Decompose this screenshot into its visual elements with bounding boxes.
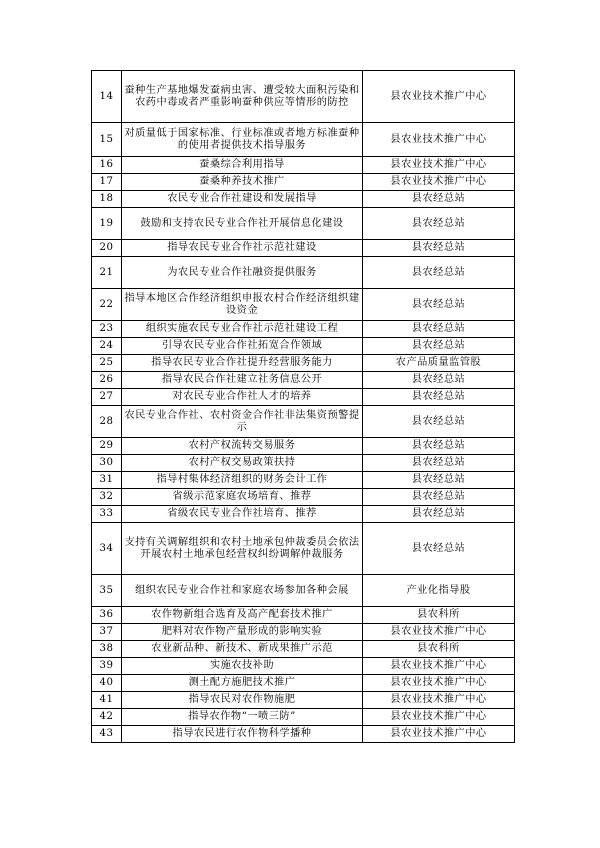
responsible-department: 县农经总站 [363,372,515,389]
responsible-department: 县农业技术推广中心 [363,624,515,641]
service-item: 指导农民专业合作社提升经营服务能力 [122,355,363,372]
table-row [92,641,515,658]
table-row [92,257,515,289]
service-item: 指导农民合作社建立社务信息公开 [122,372,363,389]
table-row [92,624,515,641]
table-row [92,338,515,355]
table-row [92,355,515,372]
row-number: 15 [92,123,122,157]
table-row [92,506,515,523]
row-number: 32 [92,489,122,506]
row-number: 41 [92,692,122,709]
responsible-department: 县农科所 [363,607,515,624]
row-number: 36 [92,607,122,624]
service-item: 支持有关调解组织和农村土地承包仲裁委员会依法开展农村土地承包经营权纠纷调解仲裁服务 [122,523,363,575]
row-number: 37 [92,624,122,641]
service-item: 鼓励和支持农民专业合作社开展信息化建设 [122,208,363,240]
table-row [92,389,515,406]
table-row [92,709,515,726]
service-item: 指导农民进行农作物科学播种 [122,726,363,743]
service-item: 为农民专业合作社融资提供服务 [122,257,363,289]
table-row [92,472,515,489]
row-number: 18 [92,191,122,208]
responsible-department: 县农经总站 [363,389,515,406]
responsible-department: 产业化指导股 [363,575,515,607]
table-row [92,71,515,123]
table-row [92,208,515,240]
responsible-department: 县农经总站 [363,191,515,208]
row-number: 35 [92,575,122,607]
row-number: 28 [92,406,122,438]
responsible-department: 县农经总站 [363,406,515,438]
service-item: 指导农作物“一喷三防” [122,709,363,726]
service-item: 指导农民对农作物施肥 [122,692,363,709]
service-item: 蚕种生产基地爆发蚕病虫害、遭受较大面积污染和农药中毒或者严重影响蚕种供应等情形的防控 [122,71,363,123]
row-number: 39 [92,658,122,675]
table-row [92,191,515,208]
service-item: 测土配方施肥技术推广 [122,675,363,692]
service-item: 实施农技补助 [122,658,363,675]
service-item: 引导农民专业合作社拓宽合作领域 [122,338,363,355]
service-table [91,70,515,743]
responsible-department: 县农经总站 [363,321,515,338]
row-number: 14 [92,71,122,123]
row-number: 17 [92,174,122,191]
row-number: 43 [92,726,122,743]
service-item: 指导农民专业合作社示范社建设 [122,240,363,257]
row-number: 20 [92,240,122,257]
service-item: 对质量低于国家标准、行业标准或者地方标准蚕种的使用者提供技术指导服务 [122,123,363,157]
responsible-department: 县农业技术推广中心 [363,123,515,157]
row-number: 24 [92,338,122,355]
row-number: 22 [92,289,122,321]
table-row [92,575,515,607]
row-number: 23 [92,321,122,338]
service-item: 农民专业合作社、农村资金合作社非法集资预警提示 [122,406,363,438]
responsible-department: 县农科所 [363,641,515,658]
table-body [92,71,515,743]
table-row [92,123,515,157]
responsible-department: 农产品质量监管股 [363,355,515,372]
responsible-department: 县农经总站 [363,289,515,321]
responsible-department: 县农经总站 [363,489,515,506]
table-row [92,174,515,191]
table-row [92,406,515,438]
responsible-department: 县农经总站 [363,208,515,240]
service-item: 指导村集体经济组织的财务会计工作 [122,472,363,489]
service-item: 指导本地区合作经济组织申报农村合作经济组织建设资金 [122,289,363,321]
responsible-department: 县农业技术推广中心 [363,174,515,191]
service-item: 农作物新组合选育及高产配套技术推广 [122,607,363,624]
service-item: 农民专业合作社建设和发展指导 [122,191,363,208]
table-row [92,157,515,174]
row-number: 27 [92,389,122,406]
table-row [92,675,515,692]
table-row [92,607,515,624]
row-number: 30 [92,455,122,472]
row-number: 40 [92,675,122,692]
responsible-department: 县农业技术推广中心 [363,709,515,726]
responsible-department: 县农业技术推广中心 [363,71,515,123]
responsible-department: 县农经总站 [363,438,515,455]
responsible-department: 县农业技术推广中心 [363,692,515,709]
service-item: 组织农民专业合作社和家庭农场参加各种会展 [122,575,363,607]
row-number: 16 [92,157,122,174]
service-item: 蚕桑综合利用指导 [122,157,363,174]
row-number: 38 [92,641,122,658]
service-item: 对农民专业合作社人才的培养 [122,389,363,406]
service-item: 农村产权流转交易服务 [122,438,363,455]
row-number: 31 [92,472,122,489]
service-item: 组织实施农民专业合作社示范社建设工程 [122,321,363,338]
table-row [92,321,515,338]
row-number: 33 [92,506,122,523]
row-number: 26 [92,372,122,389]
responsible-department: 县农经总站 [363,257,515,289]
table-row [92,523,515,575]
table-row [92,658,515,675]
row-number: 25 [92,355,122,372]
row-number: 29 [92,438,122,455]
responsible-department: 县农经总站 [363,506,515,523]
responsible-department: 县农业技术推广中心 [363,157,515,174]
service-item: 农村产权交易政策扶持 [122,455,363,472]
row-number: 42 [92,709,122,726]
service-item: 省级示范家庭农场培育、推荐 [122,489,363,506]
table-row [92,372,515,389]
responsible-department: 县农业技术推广中心 [363,675,515,692]
responsible-department: 县农经总站 [363,523,515,575]
responsible-department: 县农业技术推广中心 [363,658,515,675]
service-item: 省级农民专业合作社培育、推荐 [122,506,363,523]
row-number: 34 [92,523,122,575]
row-number: 21 [92,257,122,289]
table-row [92,692,515,709]
table-row [92,240,515,257]
table-row [92,289,515,321]
table-row [92,726,515,743]
row-number: 19 [92,208,122,240]
responsible-department: 县农经总站 [363,472,515,489]
service-item: 农业新品种、新技术、新成果推广示范 [122,641,363,658]
service-item: 蚕桑种养技术推广 [122,174,363,191]
table-row [92,489,515,506]
responsible-department: 县农业技术推广中心 [363,726,515,743]
responsible-department: 县农经总站 [363,240,515,257]
table-row [92,438,515,455]
responsible-department: 县农经总站 [363,338,515,355]
table-row [92,455,515,472]
service-item: 肥料对农作物产量形成的影响实验 [122,624,363,641]
responsible-department: 县农经总站 [363,455,515,472]
